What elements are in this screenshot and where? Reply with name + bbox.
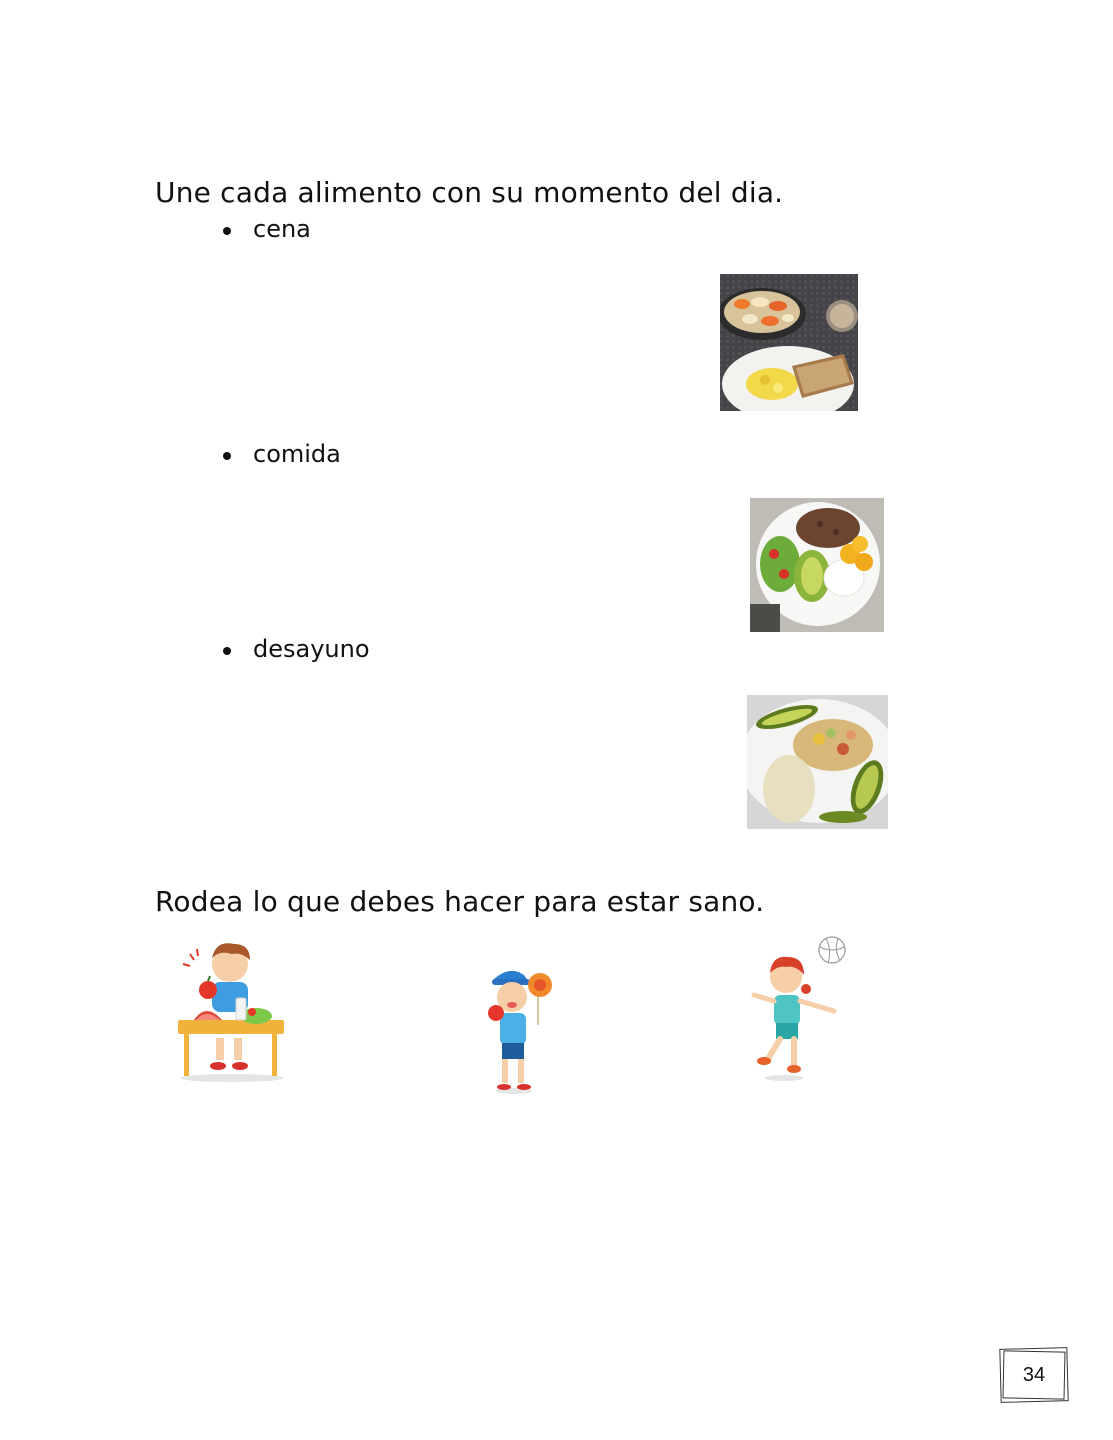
option-item-desayuno (253, 635, 370, 663)
food-photo-lunch (750, 498, 884, 632)
food-photo-dinner (747, 695, 888, 829)
food-photo-breakfast (720, 274, 858, 411)
bullet-dot (223, 452, 231, 460)
option-label: comida (253, 440, 341, 468)
exercise-2-instruction: Rodea lo que debes hacer para estar sano. (155, 885, 765, 918)
boy-eating-healthy-illustration[interactable] (172, 938, 290, 1083)
page-number: 34 (1022, 1363, 1046, 1386)
option-item-cena (253, 215, 311, 243)
exercise-1-instruction: Une cada alimento con su momento del dia. (155, 176, 784, 209)
page-number-box (1000, 1348, 1068, 1402)
bullet-dot (223, 647, 231, 655)
girl-playing-ball-illustration[interactable] (748, 935, 850, 1083)
option-label: cena (253, 215, 311, 243)
option-item-comida (253, 440, 341, 468)
option-label: desayuno (253, 635, 370, 663)
boy-with-candy-illustration[interactable] (482, 965, 558, 1095)
bullet-dot (223, 227, 231, 235)
